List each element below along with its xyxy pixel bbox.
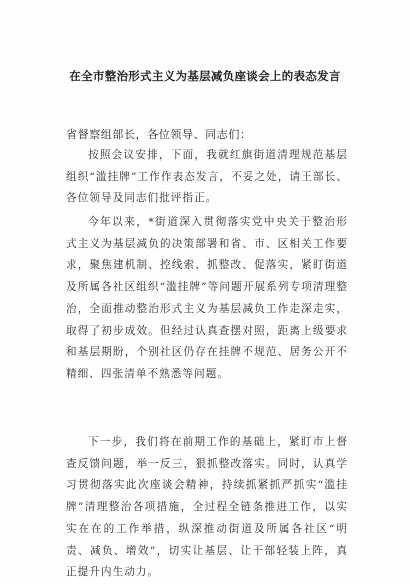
paragraph-1: 按照会议安排，下面，我就红旗街道清理规范基层组织“滥挂牌”工作作表态发言，不妥之处，请王部长、各位领导及同志们批评指正。 (66, 149, 348, 205)
salutation: 省督察组部长，各位领导、同志们： (66, 128, 252, 141)
document-title: 在全市整治形式主义为基层减负座谈会上的表态发言 (69, 69, 341, 83)
paragraph-2: 今年以来，*街道深入贯彻落实党中央关于整治形式主义为基层减负的决策部署和省、市、区相关工作要求，聚焦建机制、控线索、抓整改、促落实，紧盯街道及所属各社区组织“滥挂牌”等问题开展系列专项清理整治，全面推动整治形式主义为基层减负工作走深走实，取得了初步成效。但经过认真查摆对照，距离上级要求和基层期盼，个别社区仍存在挂牌不规范、居务公开不精细、四张清单不熟悉等问题。 (66, 216, 348, 380)
paragraph-3: 下一步，我们将在前期工作的基础上，紧盯市上督查反馈问题，举一反三，狠抓整改落实。同时，认真学习贯彻落实此次座谈会精神，持续抓紧抓严抓实“滥挂牌”清理整治各项措施，全过程全链条推进工作，以实实在在的工作举措，纵深推动街道及所属各社区“明责、减负、增效”，切实让基层、让干部轻装上阵，真正提升内生动力。 (66, 436, 348, 579)
